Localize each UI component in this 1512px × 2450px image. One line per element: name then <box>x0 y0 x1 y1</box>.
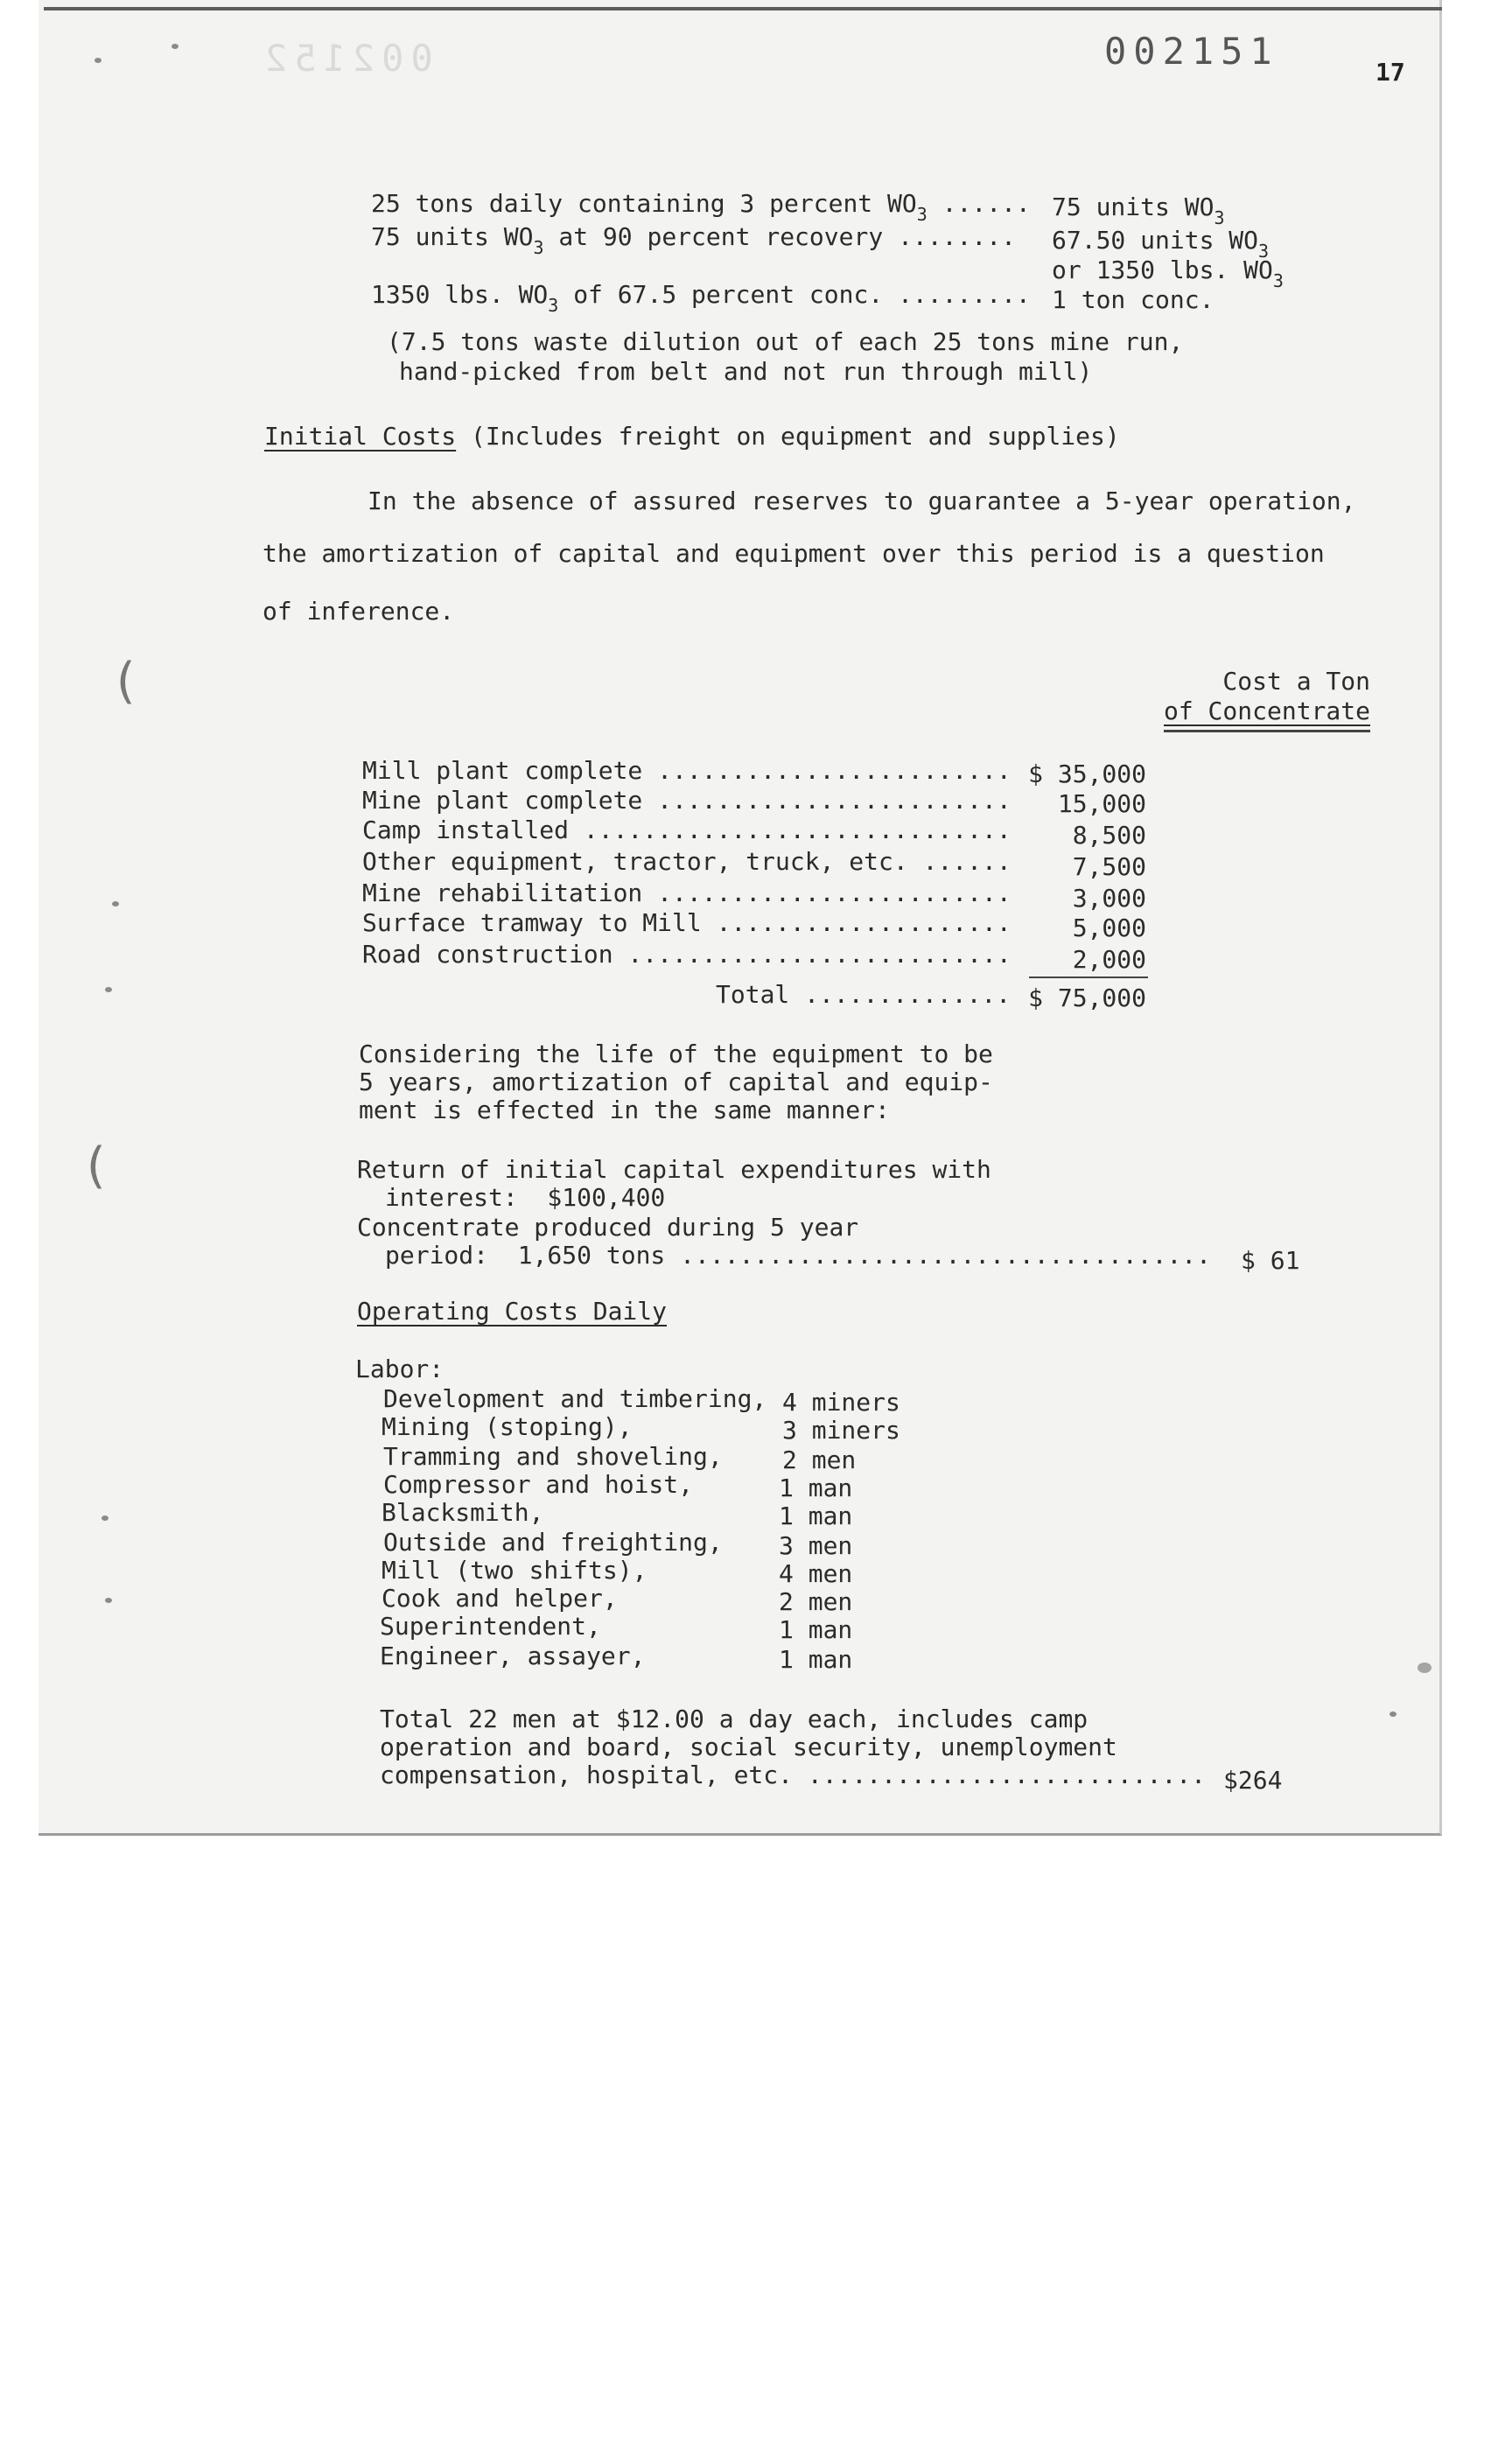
labor-role: Blacksmith, <box>382 1498 544 1527</box>
labor-crew: 4 men <box>779 1559 853 1588</box>
initial-costs-heading: Initial Costs (Includes freight on equipment and supplies) <box>264 422 1120 451</box>
conversion-row-4-result: 1 ton conc. <box>1052 285 1214 314</box>
conversion-row-1: 25 tons daily containing 3 percent $WO_3$ ...... <box>371 189 1031 225</box>
cost-item-label: Other equipment, tractor, truck, etc. ...... <box>362 847 1012 876</box>
scan-speck <box>105 987 112 992</box>
scan-speck <box>105 1598 112 1603</box>
concentrate-line-2: period: 1,650 tons .................................... <box>385 1241 1212 1270</box>
cost-item-label: Road construction .......................... <box>362 940 1012 969</box>
total-label: Total .............. <box>716 980 1012 1009</box>
labor-role: Tramming and shoveling, <box>383 1442 723 1471</box>
labor-crew: 1 man <box>779 1615 853 1644</box>
labor-role: Mining (stoping), <box>382 1412 633 1441</box>
consider-line-3: ment is effected in the same manner: <box>359 1096 890 1124</box>
cost-item-amount: 8,500 <box>1072 821 1146 850</box>
labor-role: Superintendent, <box>380 1612 601 1641</box>
labor-total-line-2: operation and board, social security, unemployment <box>380 1732 1117 1761</box>
cost-item-label: Surface tramway to Mill .................... <box>362 908 1012 937</box>
conversion-row-2: 75 units $WO_3$ at 90 percent recovery ........ <box>371 222 1016 258</box>
conversion-row-1-result: 75 units $WO_3$ <box>1052 192 1225 228</box>
labor-crew: 3 men <box>779 1531 853 1560</box>
scan-speck <box>102 1516 108 1521</box>
conversion-row-2-result: 67.50 units $WO_3$ <box>1052 226 1270 262</box>
labor-crew: 4 miners <box>782 1388 900 1417</box>
conversion-row-3-result: or 1350 lbs. $WO_3$ <box>1052 256 1284 291</box>
cost-per-ton: $ 61 <box>1241 1246 1300 1275</box>
left-margin-bracket-mark: ( <box>80 1138 110 1194</box>
labor-role: Engineer, assayer, <box>380 1642 646 1670</box>
scan-top-edge <box>44 7 1442 10</box>
scan-speck <box>1418 1662 1432 1673</box>
conversion-row-4: 1350 lbs. $WO_3$ of 67.5 percent conc. ......... <box>371 280 1031 316</box>
column-header-double-rule <box>1164 730 1370 732</box>
labor-role: Development and timbering, <box>383 1384 767 1413</box>
labor-total-line-1: Total 22 men at $12.00 a day each, includes camp <box>380 1704 1088 1733</box>
cost-item-amount: 7,500 <box>1072 852 1146 881</box>
paragraph-line-3: of inference. <box>262 597 455 626</box>
waste-note-line-2: hand-picked from belt and not run through mill) <box>399 357 1093 386</box>
labor-crew: 2 men <box>779 1587 853 1616</box>
labor-crew: 1 man <box>779 1502 853 1530</box>
total-amount: $ 75,000 <box>1028 984 1146 1012</box>
paragraph-line-2: the amortization of capital and equipment over this period is a question <box>262 539 1325 568</box>
scan-speck <box>172 44 178 49</box>
labor-role: Cook and helper, <box>382 1584 618 1613</box>
labor-role: Outside and freighting, <box>383 1528 723 1557</box>
return-line-2: interest: $100,400 <box>385 1183 666 1212</box>
labor-crew: 1 man <box>779 1474 853 1502</box>
column-header-line-2: of Concentrate <box>1163 696 1370 725</box>
scan-speck <box>1390 1712 1396 1717</box>
cost-item-amount: 2,000 <box>1072 945 1146 974</box>
consider-line-2: 5 years, amortization of capital and equip- <box>359 1068 993 1096</box>
total-rule <box>1029 976 1148 978</box>
cost-item-label: Mill plant complete ........................ <box>362 756 1012 785</box>
cost-item-amount: 5,000 <box>1072 914 1146 942</box>
cost-item-label: Mine plant complete ........................ <box>362 786 1012 815</box>
labor-total-amount: $264 <box>1223 1766 1283 1795</box>
labor-label: Labor: <box>355 1354 444 1383</box>
labor-role: Compressor and hoist, <box>383 1470 694 1499</box>
page-number: 17 <box>1376 58 1405 87</box>
scan-speck <box>112 901 119 906</box>
scan-speck <box>94 58 102 63</box>
labor-role: Mill (two shifts), <box>382 1556 648 1585</box>
cost-item-label: Camp installed ............................. <box>362 816 1012 844</box>
labor-total-line-3: compensation, hospital, etc. ........................... <box>380 1760 1207 1789</box>
labor-crew: 1 man <box>779 1645 853 1674</box>
cost-item-label: Mine rehabilitation ........................ <box>362 878 1012 907</box>
column-header-line-1: Cost a Ton <box>1222 667 1370 696</box>
cost-item-amount: 3,000 <box>1072 884 1146 913</box>
ghost-document-number: 002152 <box>258 37 433 80</box>
operating-costs-heading: Operating Costs Daily <box>357 1297 668 1326</box>
waste-note-line-1: (7.5 tons waste dilution out of each 25 tons mine run, <box>387 327 1184 356</box>
labor-crew: 3 miners <box>782 1416 900 1445</box>
consider-line-1: Considering the life of the equipment to be <box>359 1040 993 1068</box>
left-margin-bracket-mark: ( <box>110 653 140 710</box>
labor-crew: 2 men <box>782 1446 857 1474</box>
paragraph-line-1: In the absence of assured reserves to guarantee a 5-year operation, <box>368 486 1356 515</box>
concentrate-line-1: Concentrate produced during 5 year <box>357 1213 859 1242</box>
cost-item-amount: $ 35,000 <box>1028 760 1146 788</box>
document-number: 002151 <box>1104 30 1279 73</box>
cost-item-amount: 15,000 <box>1057 789 1146 818</box>
return-line-1: Return of initial capital expenditures with <box>357 1155 991 1184</box>
